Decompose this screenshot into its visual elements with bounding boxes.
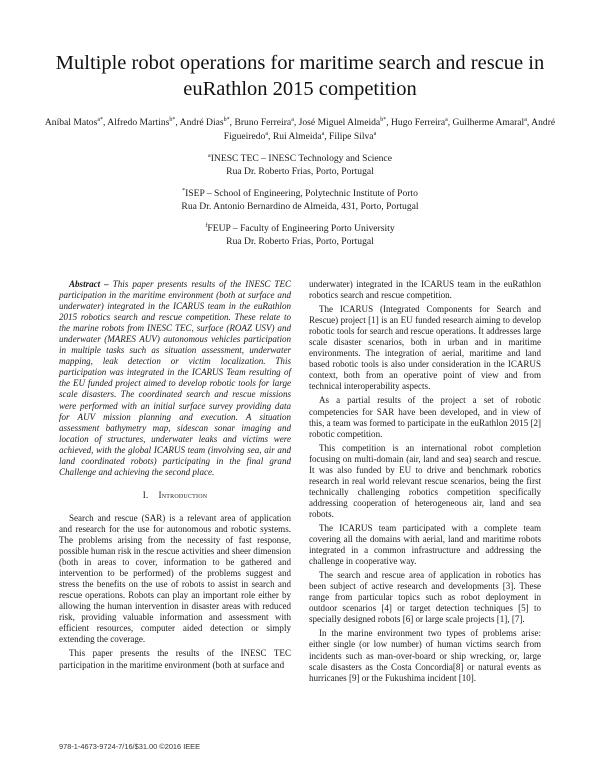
author-name: Bruno Ferreira [234, 117, 292, 128]
affiliation-isep [40, 187, 560, 213]
author-affiliation-marker: a [524, 116, 527, 123]
paper-title: Multiple robot operations for maritime search and rescue in euRathlon 2015 competition [55, 52, 545, 100]
author-name: Filipe Silva [329, 131, 374, 142]
body-paragraph: This paper presents the results of the INESC TEC participation in the maritime environment (both at surface and [59, 648, 291, 670]
author-name: André Figueiredo [223, 117, 556, 142]
author-name: Alfredo Martins [107, 117, 170, 128]
section-title: Introduction [158, 489, 208, 500]
author-name: Hugo Ferreira [391, 117, 446, 128]
author-affiliation-marker: a [445, 116, 448, 123]
body-paragraph: underwater) integrated in the ICARUS team in the euRathlon robotics search and rescue competition. [309, 279, 541, 301]
affiliation-address: Rua Dr. Roberto Frias, Porto, Portugal [226, 166, 374, 177]
affiliation-name: FEUP – Faculty of Engineering Porto University [207, 223, 395, 234]
left-column [59, 279, 291, 674]
author-name: Aníbal Matos [44, 117, 98, 128]
abstract [59, 279, 291, 478]
author-affiliation-marker: a [291, 116, 294, 123]
author-affiliation-marker: a* [97, 116, 104, 123]
body-paragraph: As a partial results of the project a set of robotic competencies for SAR have been developed, and in view of this, a team was formed to participate in the euRathlon 2015 [2] robotic competition. [309, 395, 541, 439]
affiliation-marker: f [205, 222, 208, 229]
left-body [59, 513, 291, 671]
affiliation-marker: * [182, 187, 186, 194]
author-affiliation-marker: b* [380, 116, 387, 123]
affiliation-name: ISEP – School of Engineering, Polytechnic Institute of Porto [185, 188, 418, 199]
author [107, 117, 175, 128]
author-name: André Dias [179, 117, 224, 128]
affiliation-feup [40, 222, 560, 248]
affiliation-marker: a [208, 152, 211, 159]
body-paragraph: In the marine environment two types of problems arise: either single (or low number) of human victims search from incidents such as man-over-board or ship wrecking, or, large scale disasters as the Costa Concordia[8] or natural events as hurricanes [9] or the Fukushima incident [10]. [309, 628, 541, 683]
author-name: José Miguel Almeida [298, 117, 381, 128]
section-heading [59, 490, 291, 501]
body-paragraph: The search and rescue area of application in robotics has been subject of active research and developments [3]. These range from particular topics such as robot deployment in outdoor scenarios [4] or target detection techniques [5] to specially designed robots [6] or large scale projects [1], [7]. [309, 570, 541, 625]
author [45, 117, 103, 128]
affiliation-address: Rua Dr. Roberto Frias, Porto, Portugal [226, 236, 374, 247]
author [180, 117, 230, 128]
body-paragraph: This competition is an international robot completion focusing on multi-domain (air, land and sea) search and rescue. It was also funded by EU to drive and benchmark robotics research in real world relevant rescue scenarios, being the first technically challenging robotics competition specifically addressing cooperation of heterogeneous air, land and sea robots. [309, 442, 541, 519]
author [329, 131, 376, 142]
author-affiliation-marker: a [373, 130, 377, 137]
author [453, 117, 527, 128]
right-column [309, 279, 541, 687]
affiliation-name: INESC TEC – INESC Technology and Science [210, 153, 392, 164]
affiliation-inesc [40, 152, 560, 178]
abstract-text: This paper presents results of the INESC TEC participation in the maritime environment (both at surface and underwater) integrated in the ICARUS team in the euRathlon 2015 robotics search and rescue competition. These relate to the marine robots from INESC TEC, surface (ROAZ USV) and underwater (MARES AUV) autonomous vehicles participation in multiple tasks such as situation assessment, underwater mapping, leak detection or victim localization. This participation was integrated in the ICARUS Team resulting of the EU funded project aimed to develop robotic tools for large scale disasters. The coordinated search and rescue missions were performed with an initial surface survey providing data for AUV mission planning and execution. A situation assessment bathymetry map, sidescan sonar imaging and location of structures, underwater leaks and victims were achieved, with the global ICARUS team (involving sea, air and land coordinated robots) participating in the final grand Challenge and achieving the second place. [59, 279, 292, 477]
body-paragraph: The ICARUS team participated with a complete team covering all the domains with aerial, land and maritime robots integrated in a common infrastructure and addressing the challenge in cooperative way. [309, 522, 541, 567]
author-name: Guilherme Amaral [452, 117, 525, 128]
author-affiliation-marker: b* [169, 116, 176, 123]
author [273, 131, 324, 142]
author [299, 117, 387, 128]
author-list: Aníbal Matos$^{a*}$, Alfredo Martins$^{b*}$, André Dias$^{b*}$, Bruno Ferreira$^a$, José Miguel Almeida$^{b*}$, Hugo Ferreira$^a$, Guilherme Amaral$^a$, André Figueiredo$^a$, Rui Almeida$^a$, Filipe Silva$^a$ [44, 116, 556, 142]
author [391, 117, 448, 128]
right-body [309, 279, 541, 684]
section-number: I. [142, 489, 149, 500]
body-paragraph: Search and rescue (SAR) is a relevant area of application and research for the use for autonomous and robotic systems. The problems arising from the necessity of fast response, possible human risk in the rescue activities and sheer dimension (both in areas to cover, information to be gathered and intervention to be performed) of the problems suggest and stress the benefits on the use of robots to assist in search and rescue operations. Robots can play an important role either by allowing the human intervention in disaster areas with reduced risk, providing valuable information and assessment with efficient resources, computer aided detection or simply extending the coverage. [59, 512, 291, 645]
author-affiliation-marker: b* [223, 116, 230, 123]
author [234, 117, 293, 128]
author-affiliation-marker: a [265, 130, 269, 137]
body-paragraph: The ICARUS (Integrated Components for Search and Rescue) project [1] is an EU funded research aiming to develop robotic tools for search and rescue operations. It addresses large scale disaster scenarios, both in urban and in maritime environments. The integration of aerial, maritime and land based robotic tools is also under consideration in the ICARUS context, both from an operative point of view and from technical interoperability aspects. [309, 304, 541, 392]
affiliation-address: Rua Dr. Antonio Bernardino de Almeida, 431, Porto, Portugal [181, 201, 419, 212]
author-name: Rui Almeida [272, 131, 322, 142]
abstract-label: Abstract – [69, 279, 109, 289]
copyright-footer: 978-1-4673-9724-7/16/$31.00 ©2016 IEEE [59, 742, 201, 751]
author-affiliation-marker: a [321, 130, 325, 137]
